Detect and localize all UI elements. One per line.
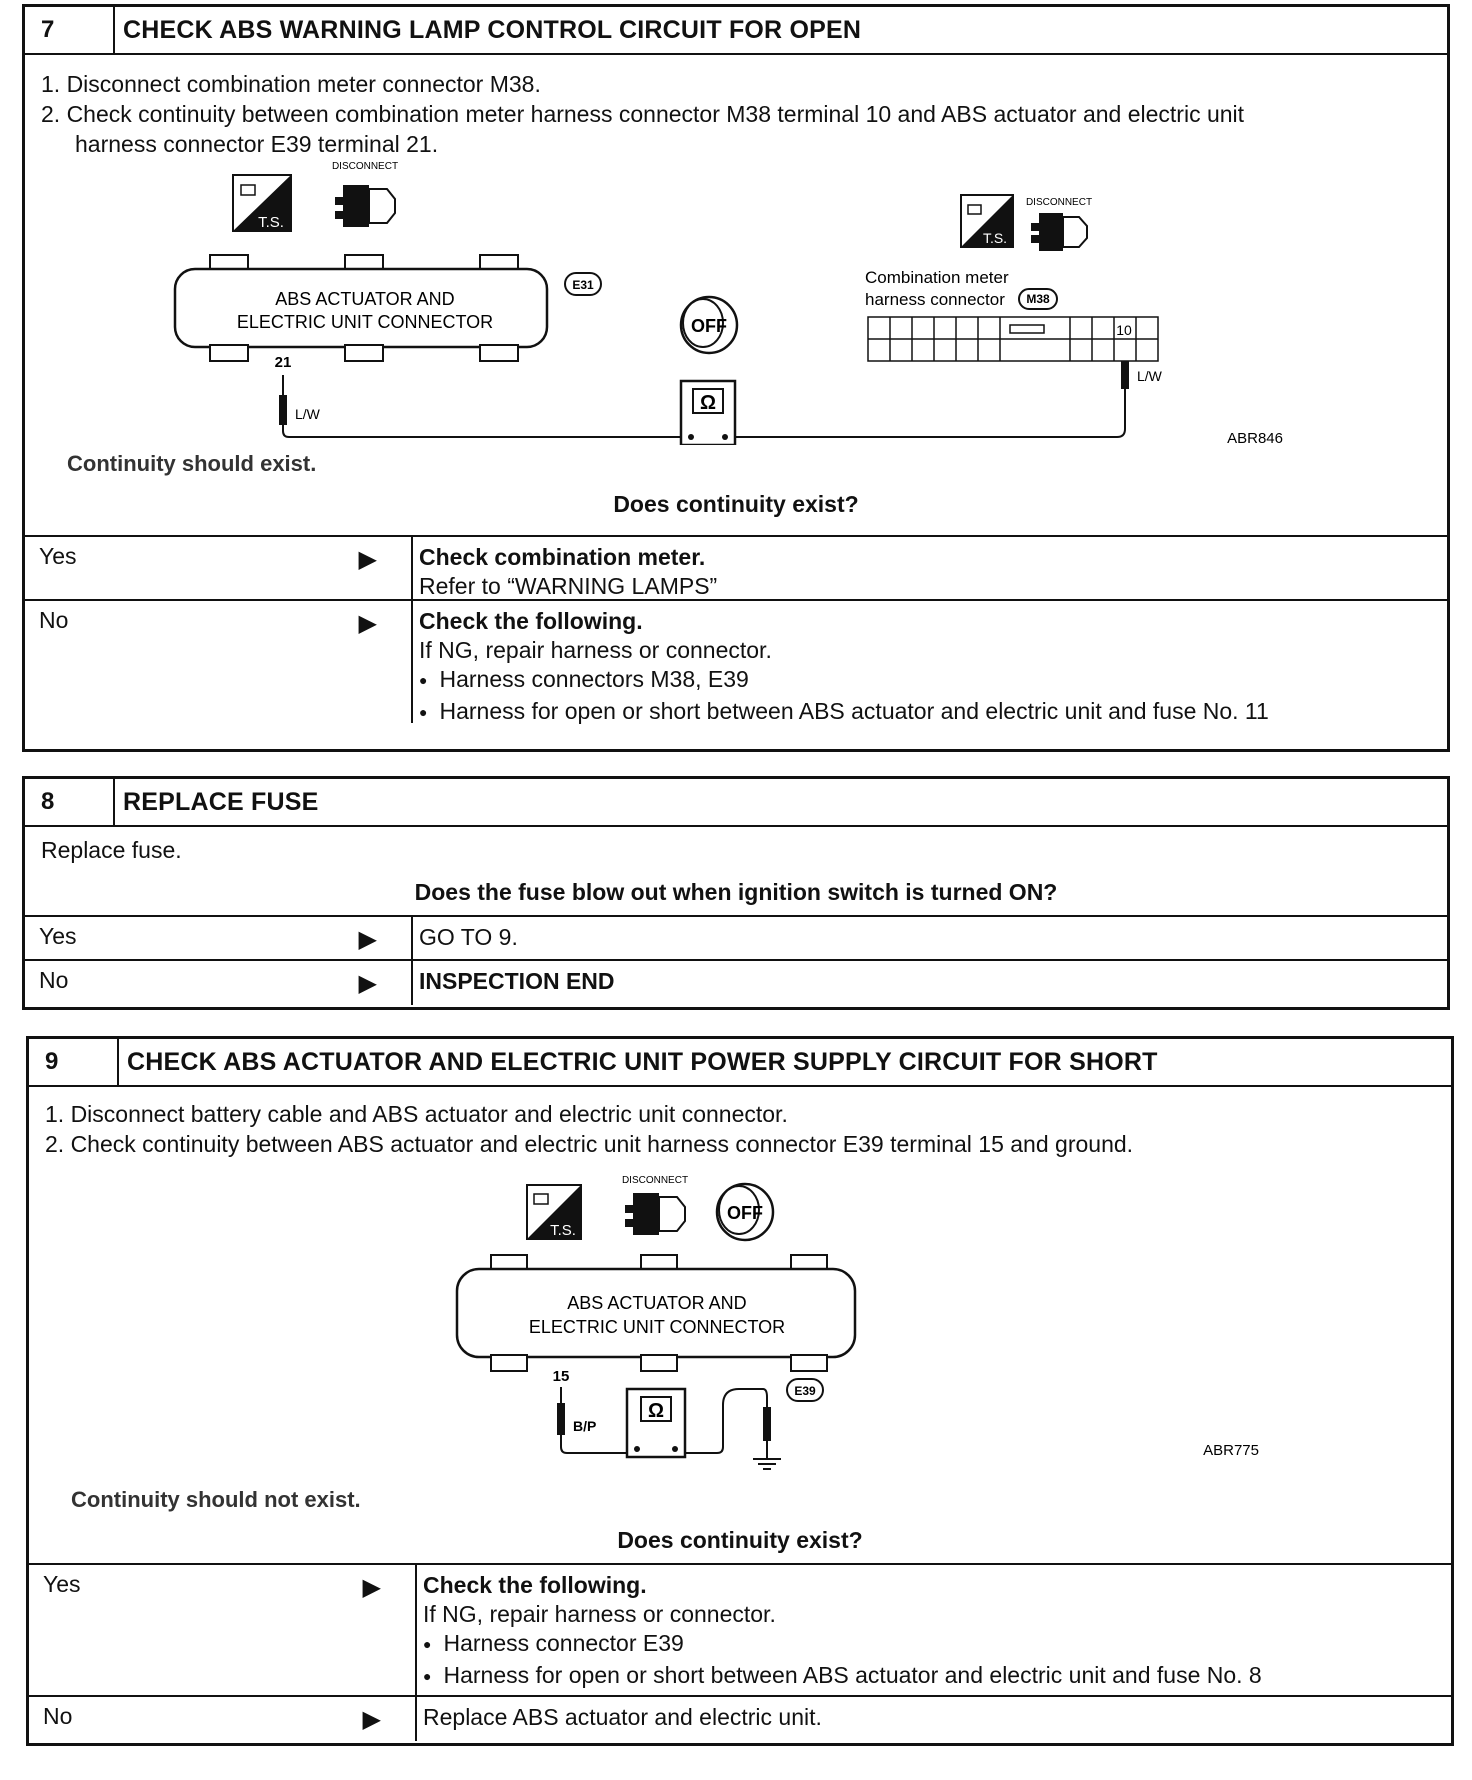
question: Does the fuse blow out when ignition switch is turned ON? <box>414 879 1058 905</box>
step-7-block <box>22 4 1450 752</box>
arrow-icon: ▶ <box>362 1706 381 1733</box>
instruction-2: 2. Check continuity between ABS actuator and electric unit harness connector E39 terminal 15 and ground. <box>45 1131 1134 1157</box>
meter-label-2: harness connector <box>865 290 1005 309</box>
instruction-2-cont: harness connector E39 terminal 21. <box>75 131 439 157</box>
svg-text:ABS ACTUATOR AND: ABS ACTUATOR AND <box>275 289 455 309</box>
probe-left <box>279 375 685 437</box>
ohmmeter <box>681 381 735 445</box>
instruction-1: 1. Disconnect combination meter connector M38. <box>41 71 541 97</box>
answer-no-result: Replace ABS actuator and electric unit. <box>423 1704 822 1730</box>
svg-text:DISCONNECT: DISCONNECT <box>331 161 399 172</box>
ohmmeter <box>627 1389 685 1457</box>
step-title: REPLACE FUSE <box>123 787 319 816</box>
connector-tag-m38 <box>1019 289 1057 309</box>
step-7-header <box>25 7 1447 55</box>
step-title: CHECK ABS WARNING LAMP CONTROL CIRCUIT FOR OPEN <box>123 15 862 44</box>
svg-text:DISCONNECT: DISCONNECT <box>621 1175 689 1186</box>
wiring-diagram-9 <box>29 1157 1449 1487</box>
answer-yes-label: Yes ▶ <box>29 1565 417 1695</box>
step-8-block <box>22 776 1450 1010</box>
answer-yes-result: GO TO 9. <box>419 924 518 950</box>
question: Does continuity exist? <box>613 491 859 517</box>
step-number: 9 <box>29 1039 119 1085</box>
svg-text:E31: E31 <box>572 278 594 292</box>
svg-text:DISCONNECT: DISCONNECT <box>1025 197 1093 208</box>
ts-icon <box>527 1185 581 1239</box>
svg-text:B/P: B/P <box>573 1418 597 1434</box>
disconnect-icon <box>332 161 398 227</box>
answer-no-label: No ▶ <box>25 601 413 723</box>
answer-no-row <box>29 1695 1451 1741</box>
expected-result: Continuity should not exist. <box>71 1487 361 1512</box>
bullet-item: ● Harness for open or short between ABS actuator and electric unit and fuse No. 11 <box>419 697 1447 729</box>
answer-yes-row <box>25 915 1447 959</box>
step-9-block <box>26 1036 1454 1746</box>
step-number: 7 <box>25 7 115 53</box>
svg-text:T.S.: T.S. <box>258 214 284 231</box>
disconnect-icon <box>622 1175 688 1235</box>
svg-text:ABS ACTUATOR AND: ABS ACTUATOR AND <box>567 1293 747 1313</box>
step-title: CHECK ABS ACTUATOR AND ELECTRIC UNIT POWER SUPPLY CIRCUIT FOR SHORT <box>127 1047 1158 1076</box>
answer-no-row <box>25 959 1447 1005</box>
instruction-1: 1. Disconnect battery cable and ABS actuator and electric unit connector. <box>45 1101 788 1127</box>
ts-icon-right <box>961 195 1013 247</box>
wiring-diagram-7 <box>25 155 1445 445</box>
svg-text:M38: M38 <box>1026 292 1050 306</box>
figure-ref: ABR775 <box>1203 1442 1259 1459</box>
step-7-body <box>25 55 1447 535</box>
answer-yes-label: Yes ▶ <box>25 537 413 599</box>
terminal-21: 21 <box>274 354 292 371</box>
ts-icon <box>233 175 291 231</box>
abs-connector <box>457 1255 855 1371</box>
arrow-icon: ▶ <box>358 970 377 997</box>
step-8-header <box>25 779 1447 827</box>
terminal-15: 15 <box>552 1368 570 1385</box>
ignition-off-icon <box>681 297 737 353</box>
bullet-item: ● Harness connector E39 <box>423 1629 1451 1661</box>
answer-no-result: INSPECTION END <box>419 968 615 994</box>
svg-text:T.S.: T.S. <box>982 230 1008 246</box>
answer-no-label: No ▶ <box>25 961 413 1005</box>
question: Does continuity exist? <box>617 1527 863 1553</box>
svg-text:E39: E39 <box>794 1384 816 1398</box>
answer-yes-row <box>29 1563 1451 1695</box>
ignition-off-icon <box>717 1184 773 1240</box>
bullet-item: ● Harness for open or short between ABS actuator and electric unit and fuse No. 8 <box>423 1661 1451 1693</box>
arrow-icon: ▶ <box>358 926 377 953</box>
answer-yes-result: Check combination meter. Refer to “WARNING LAMPS” <box>419 544 718 599</box>
step-8-body <box>25 827 1447 915</box>
svg-text:T.S.: T.S. <box>550 1222 576 1239</box>
answer-yes-row <box>25 535 1447 599</box>
instruction: Replace fuse. <box>41 837 182 863</box>
svg-text:OFF: OFF <box>727 1203 763 1223</box>
probe-left <box>557 1387 633 1453</box>
connector-tag-e39 <box>787 1379 823 1401</box>
arrow-icon: ▶ <box>358 610 377 637</box>
svg-text:L/W: L/W <box>1137 368 1162 384</box>
svg-text:ELECTRIC UNIT CONNECTOR: ELECTRIC UNIT CONNECTOR <box>236 312 494 332</box>
answer-no-label: No ▶ <box>29 1697 417 1741</box>
meter-label-1: Combination meter <box>865 268 1009 287</box>
figure-ref: ABR846 <box>1227 430 1283 445</box>
abs-connector <box>175 255 547 361</box>
svg-text:Ω: Ω <box>699 392 717 414</box>
probe-right <box>1121 361 1163 389</box>
disconnect-icon-right <box>1026 197 1092 251</box>
svg-text:ELECTRIC UNIT CONNECTOR: ELECTRIC UNIT CONNECTOR <box>528 1317 786 1337</box>
connector-tag-e31 <box>565 273 601 295</box>
svg-text:L/W: L/W <box>295 406 320 422</box>
arrow-icon: ▶ <box>358 546 377 573</box>
meter-connector-grid <box>868 317 1158 361</box>
arrow-icon: ▶ <box>362 1574 381 1601</box>
step-9-header <box>29 1039 1451 1087</box>
step-9-body <box>29 1087 1451 1563</box>
answer-yes-result: Check the following. If NG, repair harness or connector. ● Harness connector E39 ● Harness for open or short between ABS actuator and electric unit and fuse No. 8 <box>417 1565 1451 1695</box>
svg-text:Ω: Ω <box>647 1400 665 1422</box>
expected-result: Continuity should exist. <box>67 451 317 476</box>
answer-no-row <box>25 599 1447 723</box>
probe-ground <box>753 1407 781 1469</box>
svg-text:OFF: OFF <box>691 316 727 336</box>
terminal-10: 10 <box>1116 322 1132 338</box>
answer-no-result: Check the following. If NG, repair harness or connector. ● Harness connectors M38, E39 ● Harness for open or short between ABS actuator and electric unit and fuse No. 11 <box>413 601 1447 723</box>
answer-yes-label: Yes ▶ <box>25 917 413 959</box>
instruction-2: 2. Check continuity between combination meter harness connector M38 terminal 10 and ABS actuator and electric unit <box>41 101 1245 127</box>
step-number: 8 <box>25 779 115 825</box>
bullet-item: ● Harness connectors M38, E39 <box>419 665 1447 697</box>
